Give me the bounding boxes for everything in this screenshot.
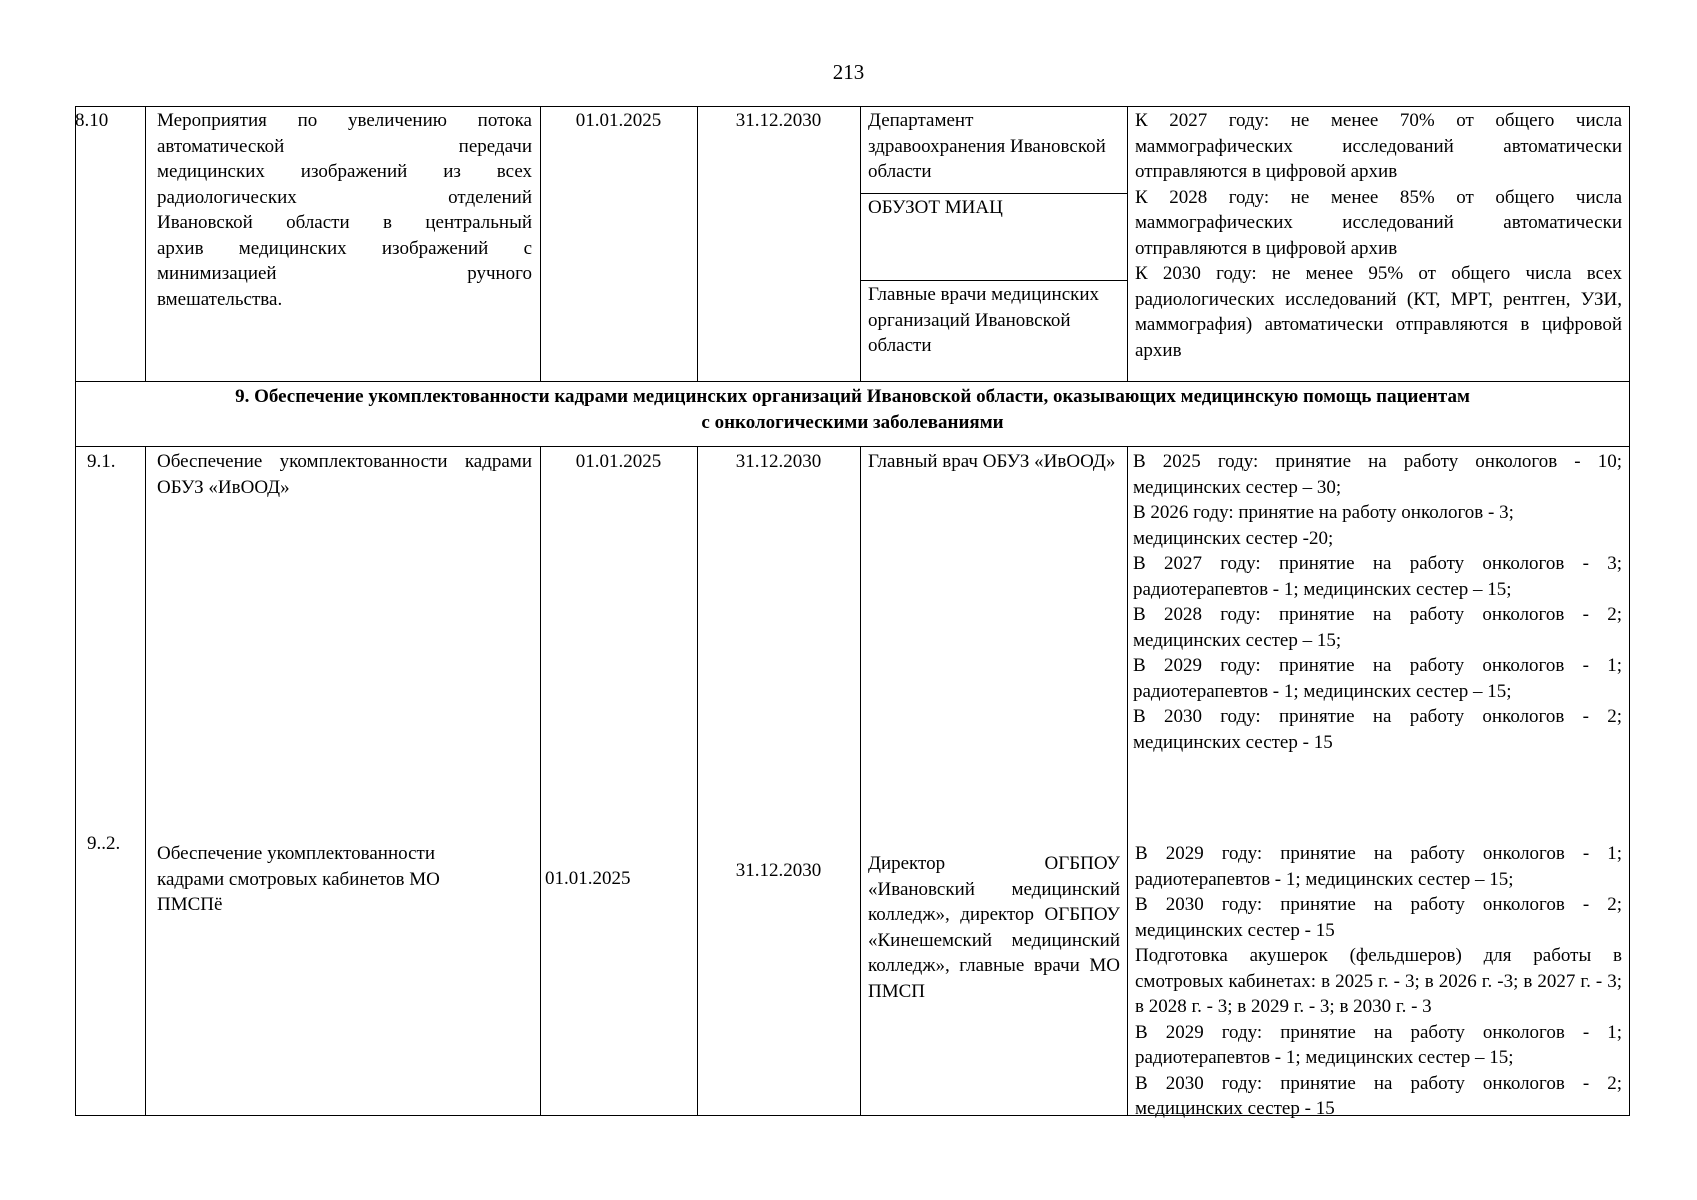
row-number: 9..2. bbox=[87, 833, 121, 854]
result-item: В 2030 году: принятие на работу онкологов - 2; медицинских сестер - 15 bbox=[1135, 894, 1622, 941]
activity-cell: Обеспечение укомплектованности кадрами смотровых кабинетов МО ПМСПё bbox=[157, 843, 440, 915]
start-date: 01.01.2025 bbox=[575, 451, 662, 472]
col-divider bbox=[145, 446, 146, 1116]
result-item: В 2029 году: принятие на работу онкологов - 1; радиотерапевтов - 1; медицинских сестер – 15; bbox=[1135, 843, 1622, 890]
activity-line: минимизацией ручного bbox=[157, 263, 532, 284]
col-divider bbox=[860, 106, 861, 381]
activity-line: медицинских изображений из всех bbox=[157, 161, 532, 182]
results-cell bbox=[1133, 449, 1622, 755]
col-divider bbox=[1127, 106, 1128, 381]
subcell-divider bbox=[860, 280, 1127, 281]
page-number: 213 bbox=[832, 60, 865, 84]
responsible-cell: Директор ОГБПОУ «Ивановский медицинский колледж», директор ОГБПОУ «Кинешемский медицинский колледж», главные врачи МО ПМСП bbox=[868, 853, 1120, 1002]
start-date: 01.01.2025 bbox=[575, 110, 662, 131]
result-item: К 2030 году: не менее 95% от общего числа всех радиологических исследований (КТ, МРТ, рентген, УЗИ, маммография) автоматически отправляются в цифровой архив bbox=[1135, 263, 1622, 361]
result-item: В 2026 году: принятие на работу онкологов - 3; bbox=[1133, 502, 1514, 523]
table-border-right bbox=[1629, 106, 1630, 1116]
col-divider bbox=[540, 106, 541, 381]
activity-line: автоматической передачи bbox=[157, 135, 532, 157]
activity-line: Мероприятия по увеличению потока bbox=[157, 110, 532, 131]
row-divider bbox=[75, 446, 1630, 447]
result-item: К 2027 году: не менее 70% от общего числа маммографических исследований автоматически отправляются в цифровой архив bbox=[1135, 110, 1622, 182]
col-divider bbox=[697, 446, 698, 1116]
row-number: 8.10 bbox=[75, 110, 109, 131]
responsible-cell: Главный врач ОБУЗ «ИвООД» bbox=[868, 451, 1116, 472]
result-item: В 2030 году: принятие на работу онкологов - 2; медицинских сестер - 15 bbox=[1133, 706, 1622, 753]
activity-cell: Обеспечение укомплектованности кадрами ОБУЗ «ИвООД» bbox=[157, 451, 532, 498]
result-item: медицинских сестер -20; bbox=[1133, 527, 1334, 549]
section-title bbox=[75, 384, 1630, 435]
end-date: 31.12.2030 bbox=[735, 451, 822, 472]
section-title-line: с онкологическими заболеваниями bbox=[701, 411, 1004, 433]
result-item: В 2025 году: принятие на работу онкологов - 10; медицинских сестер – 30; bbox=[1133, 451, 1622, 498]
end-date: 31.12.2030 bbox=[735, 110, 822, 131]
results-cell bbox=[1135, 108, 1622, 363]
plan-table bbox=[75, 106, 1630, 1119]
table-border-top bbox=[75, 106, 1630, 107]
activity-line: вмешательства. bbox=[157, 288, 283, 310]
section-title-line: 9. Обеспечение укомплектованности кадрами медицинских организаций Ивановской области, оказывающих медицинскую помощь пациентам bbox=[235, 386, 1470, 407]
responsible-cell: Главные врачи медицинских организаций Ивановской области bbox=[868, 284, 1100, 356]
activity-line: радиологических отделений bbox=[157, 186, 532, 208]
result-item: В 2028 году: принятие на работу онкологов - 2; медицинских сестер – 15; bbox=[1133, 604, 1622, 651]
results-cell bbox=[1135, 841, 1622, 1122]
result-item: В 2030 году: принятие на работу онкологов - 2; медицинских сестер - 15 bbox=[1135, 1072, 1622, 1119]
activity-line: архив медицинских изображений с bbox=[157, 237, 532, 259]
col-divider bbox=[1127, 446, 1128, 1116]
row-divider bbox=[75, 381, 1630, 382]
col-divider bbox=[860, 446, 861, 1116]
end-date: 31.12.2030 bbox=[735, 860, 822, 881]
activity-cell bbox=[157, 108, 532, 312]
activity-line: Ивановской области в центральный bbox=[157, 212, 532, 233]
result-item: Подготовка акушерок (фельдшеров) для работы в смотровых кабинетах: в 2025 г. - 3; в 2026 г. -3; в 2027 г. - 3; в 2028 г. - 3; в 2029 г. - 3; в 2030 г. - 3 bbox=[1135, 945, 1622, 1017]
responsible-cell: ОБУЗОТ МИАЦ bbox=[868, 197, 1003, 218]
responsible-cell: Департамент здравоохранения Ивановской области bbox=[868, 110, 1106, 182]
subcell-divider bbox=[860, 193, 1127, 194]
result-item: В 2029 году: принятие на работу онкологов - 1; радиотерапевтов - 1; медицинских сестер – 15; bbox=[1133, 655, 1622, 702]
result-item: К 2028 году: не менее 85% от общего числа маммографических исследований автоматически отправляются в цифровой архив bbox=[1135, 186, 1622, 259]
row-number: 9.1. bbox=[87, 451, 116, 472]
col-divider bbox=[145, 106, 146, 381]
col-divider bbox=[540, 446, 541, 1116]
start-date: 01.01.2025 bbox=[545, 868, 631, 889]
result-item: В 2029 году: принятие на работу онкологов - 1; радиотерапевтов - 1; медицинских сестер – 15; bbox=[1135, 1021, 1622, 1068]
table-border-left bbox=[75, 106, 76, 1116]
col-divider bbox=[697, 106, 698, 381]
result-item: В 2027 году: принятие на работу онкологов - 3; радиотерапевтов - 1; медицинских сестер – 15; bbox=[1133, 553, 1622, 600]
